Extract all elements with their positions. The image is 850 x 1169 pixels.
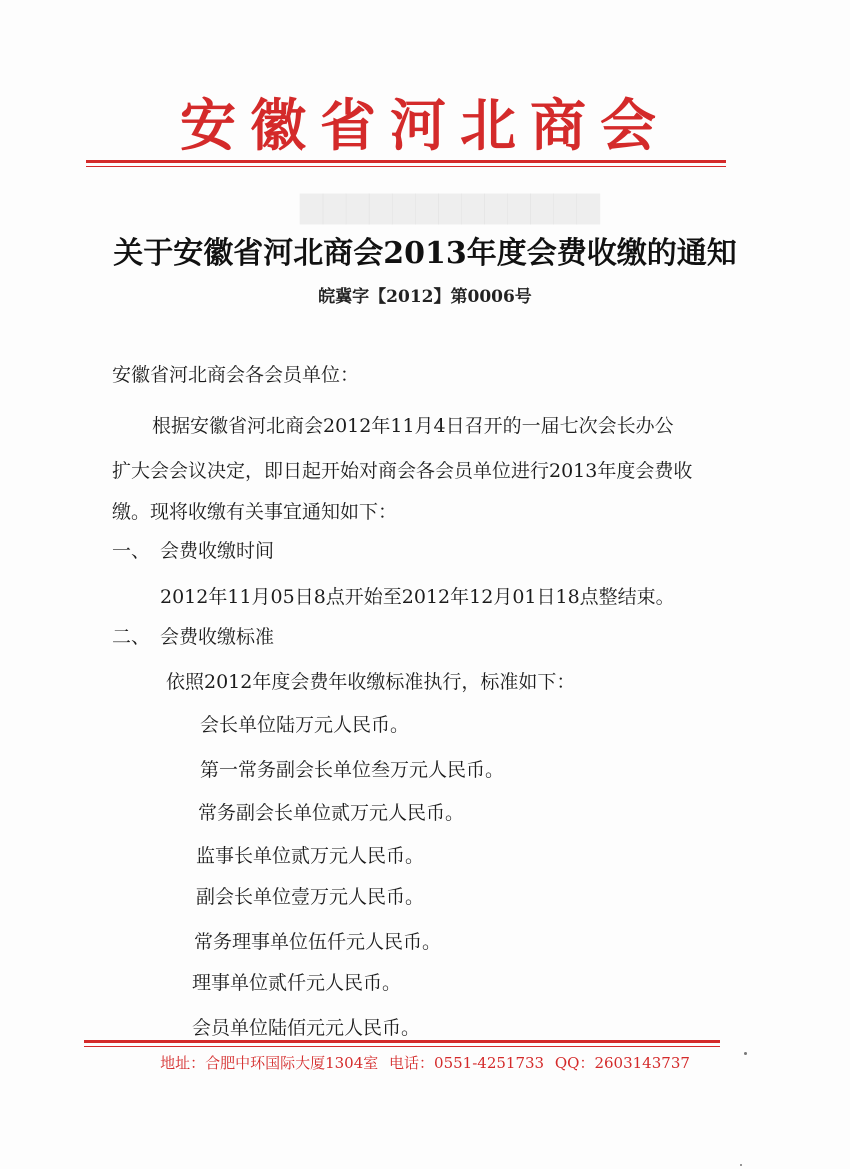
intro-line-3: 缴。现将收缴有关事宜通知如下： (112, 501, 398, 523)
fee-standard-item: 第一常务副会长单位叁万元人民币。 (200, 759, 505, 781)
section-1-text: 2012年11月05日8点开始至2012年12月01日18点整结束。 (160, 586, 675, 608)
intro-line-1: 根据安徽省河北商会2012年11月4日召开的一届七次会长办公 (152, 415, 674, 437)
fee-standard-item: 常务理事单位伍仟元人民币。 (194, 931, 442, 953)
fee-standard-item: 常务副会长单位贰万元人民币。 (198, 802, 465, 824)
intro-line-2: 扩大会会议决定，即日起开始对商会各会员单位进行2013年度会费收 (112, 460, 693, 482)
scan-speck (744, 1052, 747, 1055)
contact-footer (0, 1052, 850, 1073)
section-2-intro: 依照2012年度会费年收缴标准执行，标准如下： (166, 671, 576, 693)
section-2-heading: 会费收缴标准 (160, 626, 275, 648)
scan-speck (740, 1164, 742, 1166)
letterhead-divider-thin (86, 166, 726, 167)
letterhead-divider-thick (86, 160, 726, 163)
footer-qq: QQ：2603143737 (554, 1054, 690, 1072)
fee-standard-item: 会长单位陆万元人民币。 (200, 714, 410, 736)
section-2-number: 二、 (112, 626, 151, 648)
notice-title: 关于安徽省河北商会2013年度会费收缴的通知 (113, 236, 737, 271)
salutation: 安徽省河北商会各会员单位： (112, 364, 360, 386)
bleed-through-shadow: ▇▇▇▇▇▇▇▇▇▇▇▇▇ (300, 190, 600, 225)
section-1-heading: 会费收缴时间 (160, 540, 275, 562)
footer-divider-thick (84, 1040, 720, 1043)
fee-standard-item: 监事长单位贰万元人民币。 (196, 845, 425, 867)
fee-standard-item: 副会长单位壹万元人民币。 (196, 886, 425, 908)
fee-standard-item: 理事单位贰仟元人民币。 (192, 972, 402, 994)
fee-standard-item: 会员单位陆佰元元人民币。 (192, 1017, 421, 1039)
organization-letterhead: 安徽省河北商会 (180, 93, 670, 159)
footer-address: 地址：合肥中环国际大厦1304室 (160, 1054, 379, 1072)
footer-divider-thin (84, 1046, 720, 1047)
footer-phone: 电话：0551-4251733 (389, 1054, 545, 1072)
document-number: 皖冀字【2012】第0006号 (318, 287, 532, 307)
section-1-number: 一、 (112, 540, 151, 562)
